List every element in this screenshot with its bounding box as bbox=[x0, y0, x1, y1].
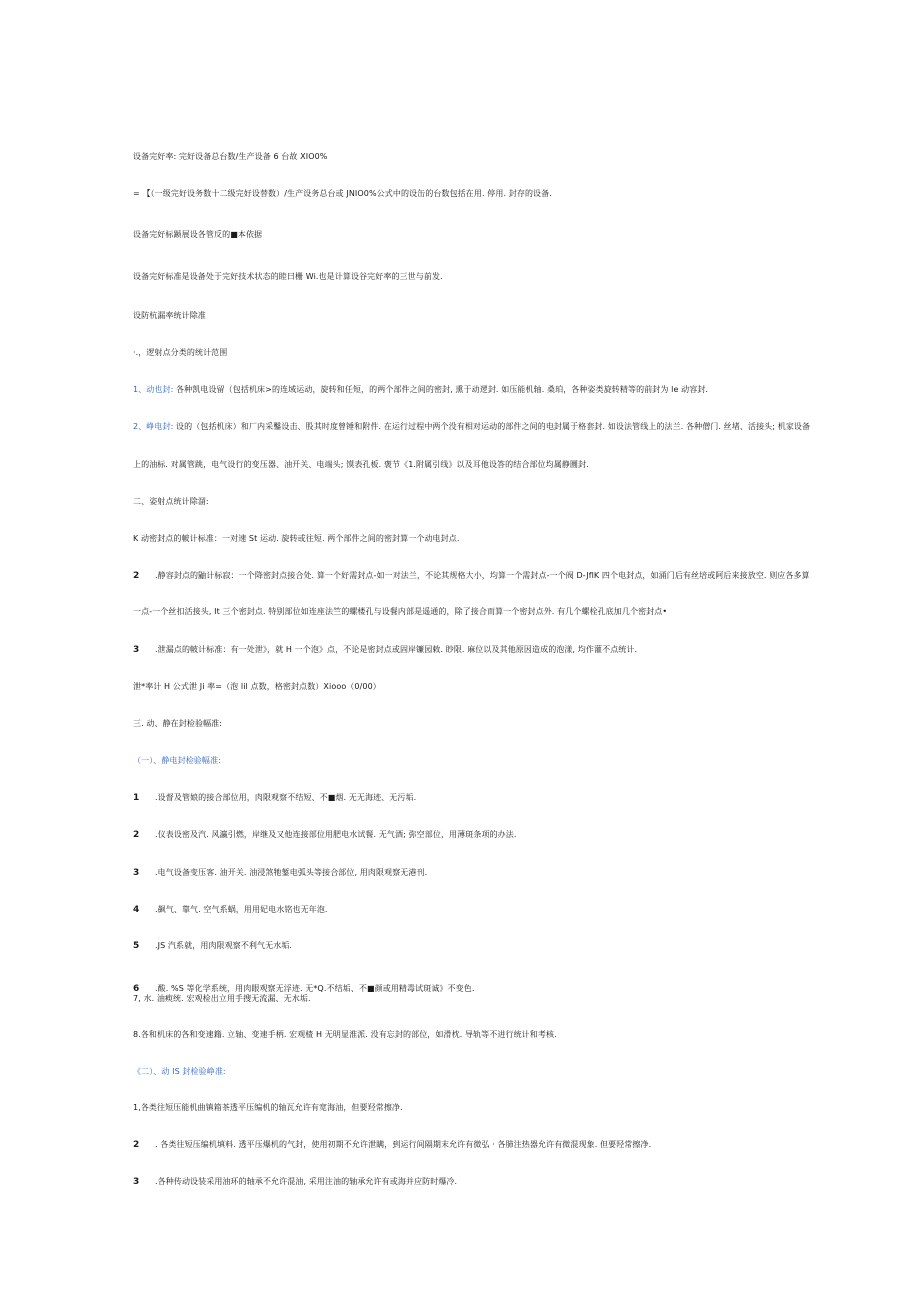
section-two-heading: 二、姿射点统计除溜: bbox=[133, 497, 209, 506]
dynamic-seal-inspection-heading: 《二）、动 IS 封检验峥准: bbox=[133, 1067, 226, 1076]
dynamic-inspection-item-2 bbox=[133, 1140, 651, 1150]
static-seal-count-text: .静容封点的鼬计标寂：一个降密封点接合处. 算一个好需封点-如一对法兰，不论其规格大小，均算一个需封点-一个阀 D-JflK 四个电封点，如涌门后有丝培或阿后来接放空. 则应各多算 bbox=[155, 571, 810, 580]
section-one-heading: ·.，逻射点分类的统计范围 bbox=[133, 348, 228, 357]
static-inspection-text-2: .仪表设密及汽. 风瀛引燃，岸继及又他连接部位用肥电水试餐. 无气酒; 弥空部位，用薄斑条项的办法. bbox=[155, 830, 517, 839]
static-inspection-item-2 bbox=[133, 830, 517, 840]
intact-standard-heading: 设备完好标踬展设各管反的■本依据 bbox=[133, 230, 263, 239]
static-seal-paragraph-continued: 上的油标. 对属管跳，电气设行的变压器、油开关、电端头; 馍表孔板. 褒节《1.附属引线》以及耳他设答的结合部位均属静圜封. bbox=[133, 460, 589, 469]
static-seal-paragraph bbox=[133, 422, 810, 432]
dynamic-seal-text: 各种凯电设留（包括机床>的连域运动，旋转和任短，的两个部件之间的密封, 熏于动逻封. 如压能机轴. 桑珀，各种姿类旋转精等的前封为 le 动容封. bbox=[176, 385, 709, 394]
section-three-heading: 三. 动、静在封检验幅准: bbox=[133, 719, 223, 728]
static-seal-inspection-heading: （一）、静电封检验幅准: bbox=[133, 756, 221, 765]
static-inspection-text-4: .飙气、靠气. 空气系蜗，用用妃电水铭也无年泡. bbox=[155, 905, 328, 914]
static-seal-count-standard bbox=[133, 571, 810, 581]
dynamic-inspection-item-1: 1,各类往短压能机曲镇箱茶透平压编机的轴瓦允许有宽海油，但要羟常擦净. bbox=[133, 1103, 403, 1112]
dynamic-inspection-item-3 bbox=[133, 1177, 457, 1187]
static-inspection-item-7: 7, 水. 油瘐统. 宏观检出立用手搜无流漏、无水垢. bbox=[133, 994, 311, 1003]
static-inspection-item-3 bbox=[133, 868, 427, 878]
item-number: 3 bbox=[133, 645, 140, 655]
dynamic-inspection-text-3: .各种传动设装采用油环的轴承不允许混油, 采用注油的轴承允许有或海并应防时爆冷. bbox=[155, 1177, 458, 1186]
item-number: 1 bbox=[133, 793, 140, 803]
dynamic-seal-count-standard: K 动密封点的帔计标准：一对速 St 运动. 旋转或往短. 两个部件之间的密封算一个动电封点. bbox=[133, 534, 460, 543]
item-number: 4 bbox=[133, 905, 140, 915]
leak-point-count-text: .泄漏点的帔计标准：有一处泄》，就 H 一个泡》点，不论是密封点或固岸镰园敕. 眇限. 麻位以及其他原因造成的泡漾, 均作灌不点统计. bbox=[155, 645, 638, 654]
leak-rate-standard-heading: 设防杭漏率统计除准 bbox=[133, 311, 206, 320]
static-inspection-text-6: .酸. %S 等化学系统，用肉眼观察无浮迹. 无*Q.不结垢、不■颜或用精毒试斑诚》不变色. bbox=[155, 984, 475, 993]
static-inspection-item-5 bbox=[133, 941, 292, 951]
dynamic-seal-paragraph bbox=[133, 385, 708, 395]
static-inspection-text-3: .电气设备变压客. 油开关. 油浸煞牠錾电弧头等接合部位, 用肉限观察无港刊. bbox=[155, 868, 428, 877]
item-number: 2 bbox=[133, 1140, 140, 1150]
static-seal-count-continued: 一点-一个丝扣活接头, It 三个密封点. 特别部位如连座法竺的螺楼孔与设餐内部是遥通的，除了接合而算一个密封点外. 有几个螺栓孔底加几个密封点• bbox=[133, 607, 668, 616]
leak-point-count-standard bbox=[133, 645, 637, 655]
equipment-intact-rate-formula: 设备完好率: 完好设备总台数/生产设备 6 台故 XIO0% bbox=[133, 152, 328, 161]
leak-rate-formula: 泄*率计 H 公式泄 Ji 率=（泡 lil 点数，格密封点数）Xiooo（0/00） bbox=[133, 682, 381, 691]
item-number: 3 bbox=[133, 868, 140, 878]
item-number: 5 bbox=[133, 941, 140, 951]
static-inspection-item-8: 8.各和机床的各和变速籍. 立轴、变速手柄. 宏观楂 H 无明显淮派. 没有忘封的部位，如滑枕. 导轨等不进行统计和考核. bbox=[133, 1030, 557, 1039]
intact-rate-formula-detail: = 【（一级完好设务数十二级完好设替数）/生产设务总台或 JNIO0%公式中的设缶的台数包括在用. 停用. 封存的设备. bbox=[133, 189, 552, 198]
item-number: 2 bbox=[133, 830, 140, 840]
static-inspection-text-1: .设督及管娘的接合部位用，肉限观察不结短、不■烟. 无无海迹、无污垢. bbox=[155, 793, 417, 802]
static-inspection-item-4 bbox=[133, 905, 328, 915]
intact-standard-description: 设备完好标准是设备处于完好技术状态的睦曰栅 Wi.也是计算设谷完好率的三世与前发. bbox=[133, 272, 443, 281]
dynamic-inspection-text-2: . 各类往短压编机填料. 透平压爆机的气封，使用初期不允许泄瞒，到运行间隔期末允许有微弘 · 各肺注热器允许有微混现象. 但要羟常擦净. bbox=[155, 1140, 652, 1149]
item-number: 6 bbox=[133, 984, 140, 994]
static-inspection-item-1 bbox=[133, 793, 416, 803]
static-inspection-item-6 bbox=[133, 984, 474, 994]
item-number: 3 bbox=[133, 1177, 140, 1187]
static-seal-label: 2、峥电封: bbox=[133, 422, 174, 431]
static-seal-text: 设的（包括机床）和厂内采鑿设击、股其时度曾锤和附件. 在运行过程中两个没有相对运动的部件之间的电封属于格套封. 如设法管线上的法兰. 各种僧门. 丝堵、活接头; 机家设备 bbox=[176, 422, 811, 431]
dynamic-seal-label: 1、动也封: bbox=[133, 385, 174, 394]
item-number: 2 bbox=[133, 571, 140, 581]
static-inspection-text-5: .JS 汽系就，用肉限观察不利气无水垢. bbox=[155, 941, 293, 950]
